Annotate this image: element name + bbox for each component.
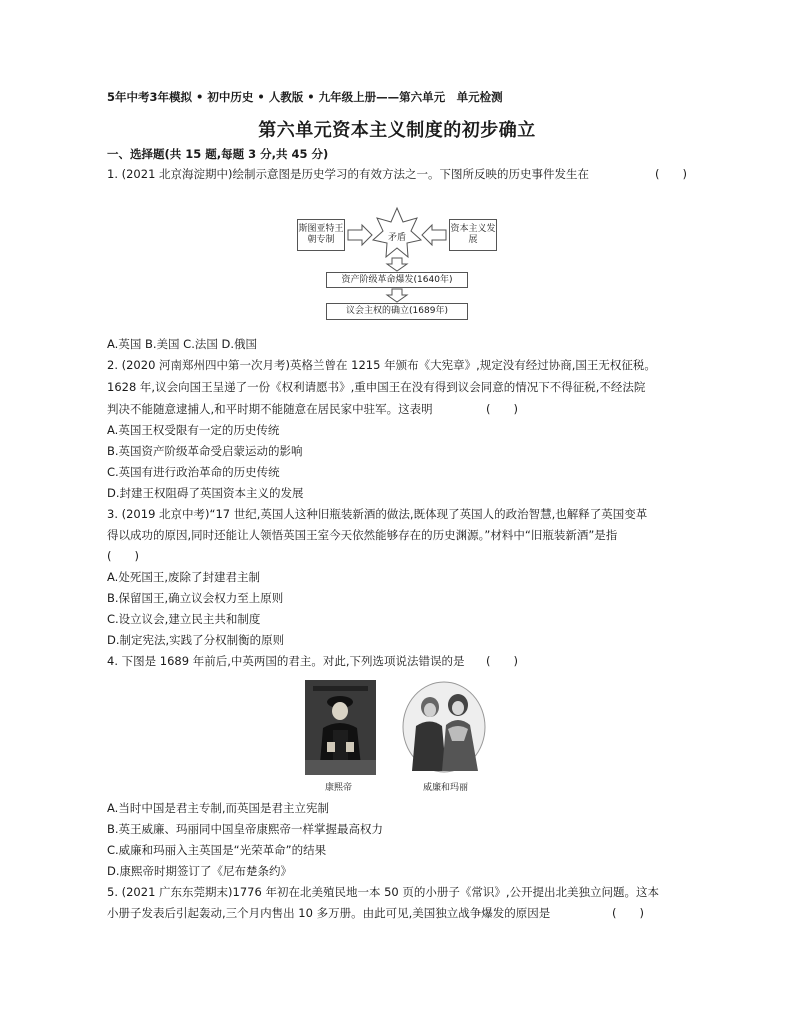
- question-2-option-d: D.封建王权阻碍了英国资本主义的发展: [107, 486, 304, 500]
- question-2-line-2: 1628 年,议会向国王呈递了一份《权利请愿书》,重申国王在没有得到议会同意的情况下不得征税,不经法院: [107, 380, 646, 394]
- question-5-answer-paren: ( ): [612, 906, 644, 920]
- question-2-line-3: 判决不能随意逮捕人,和平时期不能随意在居民家中驻军。这表明: [107, 402, 433, 416]
- arrow-down-icon: [387, 289, 407, 302]
- question-4-option-c: C.威廉和玛丽入主英国是“光荣革命”的结果: [107, 843, 327, 857]
- question-5-line-1: 5. (2021 广东东莞期末)1776 年初在北美殖民地一本 50 页的小册子《常识》,公开提出北美独立问题。这本: [107, 885, 660, 899]
- section-heading: 一、选择题(共 15 题,每题 3 分,共 45 分): [107, 147, 329, 161]
- arrow-left-icon: [422, 225, 446, 245]
- page-header: 5年中考3年模拟 • 初中历史 • 人教版 • 九年级上册——第六单元 单元检测: [107, 90, 503, 104]
- diagram-box-parliament: 议会主权的确立(1689年): [326, 303, 468, 320]
- question-1-options: A.英国 B.美国 C.法国 D.俄国: [107, 337, 258, 351]
- page-title: 第六单元资本主义制度的初步确立: [258, 120, 536, 141]
- question-1-text: 1. (2021 北京海淀期中)绘制示意图是历史学习的有效方法之一。下图所反映的历史事件发生在: [107, 167, 590, 181]
- kangxi-portrait-image: [305, 680, 376, 775]
- arrow-down-icon: [387, 258, 407, 271]
- william-mary-caption: 威廉和玛丽: [423, 783, 469, 793]
- question-3-line-2: 得以成功的原因,同时还能让人领悟英国王室今天依然能够存在的历史渊源。”材料中“旧瓶装新酒”是指: [107, 528, 618, 542]
- diagram-arrows: [0, 0, 794, 340]
- question-3-option-b: B.保留国王,确立议会权力至上原则: [107, 591, 284, 605]
- question-1-answer-paren: ( ): [655, 167, 687, 181]
- question-3-option-c: C.设立议会,建立民主共和制度: [107, 612, 261, 626]
- question-4-text: 4. 下图是 1689 年前后,中英两国的君主。对此,下列选项说法错误的是: [107, 654, 465, 668]
- question-3-answer-paren: ( ): [107, 549, 139, 563]
- question-3-option-a: A.处死国王,废除了封建君主制: [107, 570, 260, 584]
- william-mary-portrait-image: [402, 681, 486, 774]
- question-3-option-d: D.制定宪法,实践了分权制衡的原则: [107, 633, 285, 647]
- question-5-line-2: 小册子发表后引起轰动,三个月内售出 10 多万册。由此可见,美国独立战争爆发的原因是: [107, 906, 551, 920]
- question-2-option-c: C.英国有进行政治革命的历史传统: [107, 465, 280, 479]
- diagram-box-capitalism: 资本主义发展: [449, 219, 497, 251]
- question-3-line-1: 3. (2019 北京中考)“17 世纪,英国人这种旧瓶装新酒的做法,既体现了英国人的政治智慧,也解释了英国变革: [107, 507, 648, 521]
- question-4-option-d: D.康熙帝时期签订了《尼布楚条约》: [107, 864, 293, 878]
- question-2-answer-paren: ( ): [486, 402, 518, 416]
- question-2-option-b: B.英国资产阶级革命受启蒙运动的影响: [107, 444, 303, 458]
- question-4-answer-paren: ( ): [486, 654, 518, 668]
- question-2-line-1: 2. (2020 河南郑州四中第一次月考)英格兰曾在 1215 年颁布《大宪章》,规定没有经过协商,国王无权征税。: [107, 358, 656, 372]
- question-2-option-a: A.英国王权受限有一定的历史传统: [107, 423, 280, 437]
- arrow-right-icon: [348, 225, 372, 245]
- question-4-option-a: A.当时中国是君主专制,而英国是君主立宪制: [107, 801, 329, 815]
- question-4-option-b: B.英王威廉、玛丽同中国皇帝康熙帝一样掌握最高权力: [107, 822, 384, 836]
- diagram-box-revolution: 资产阶级革命爆发(1640年): [326, 272, 468, 288]
- diagram-box-stuart-autocracy: 斯图亚特王朝专制: [297, 219, 345, 251]
- diagram-contradiction-label: 矛盾: [387, 233, 406, 243]
- kangxi-caption: 康熙帝: [325, 783, 353, 793]
